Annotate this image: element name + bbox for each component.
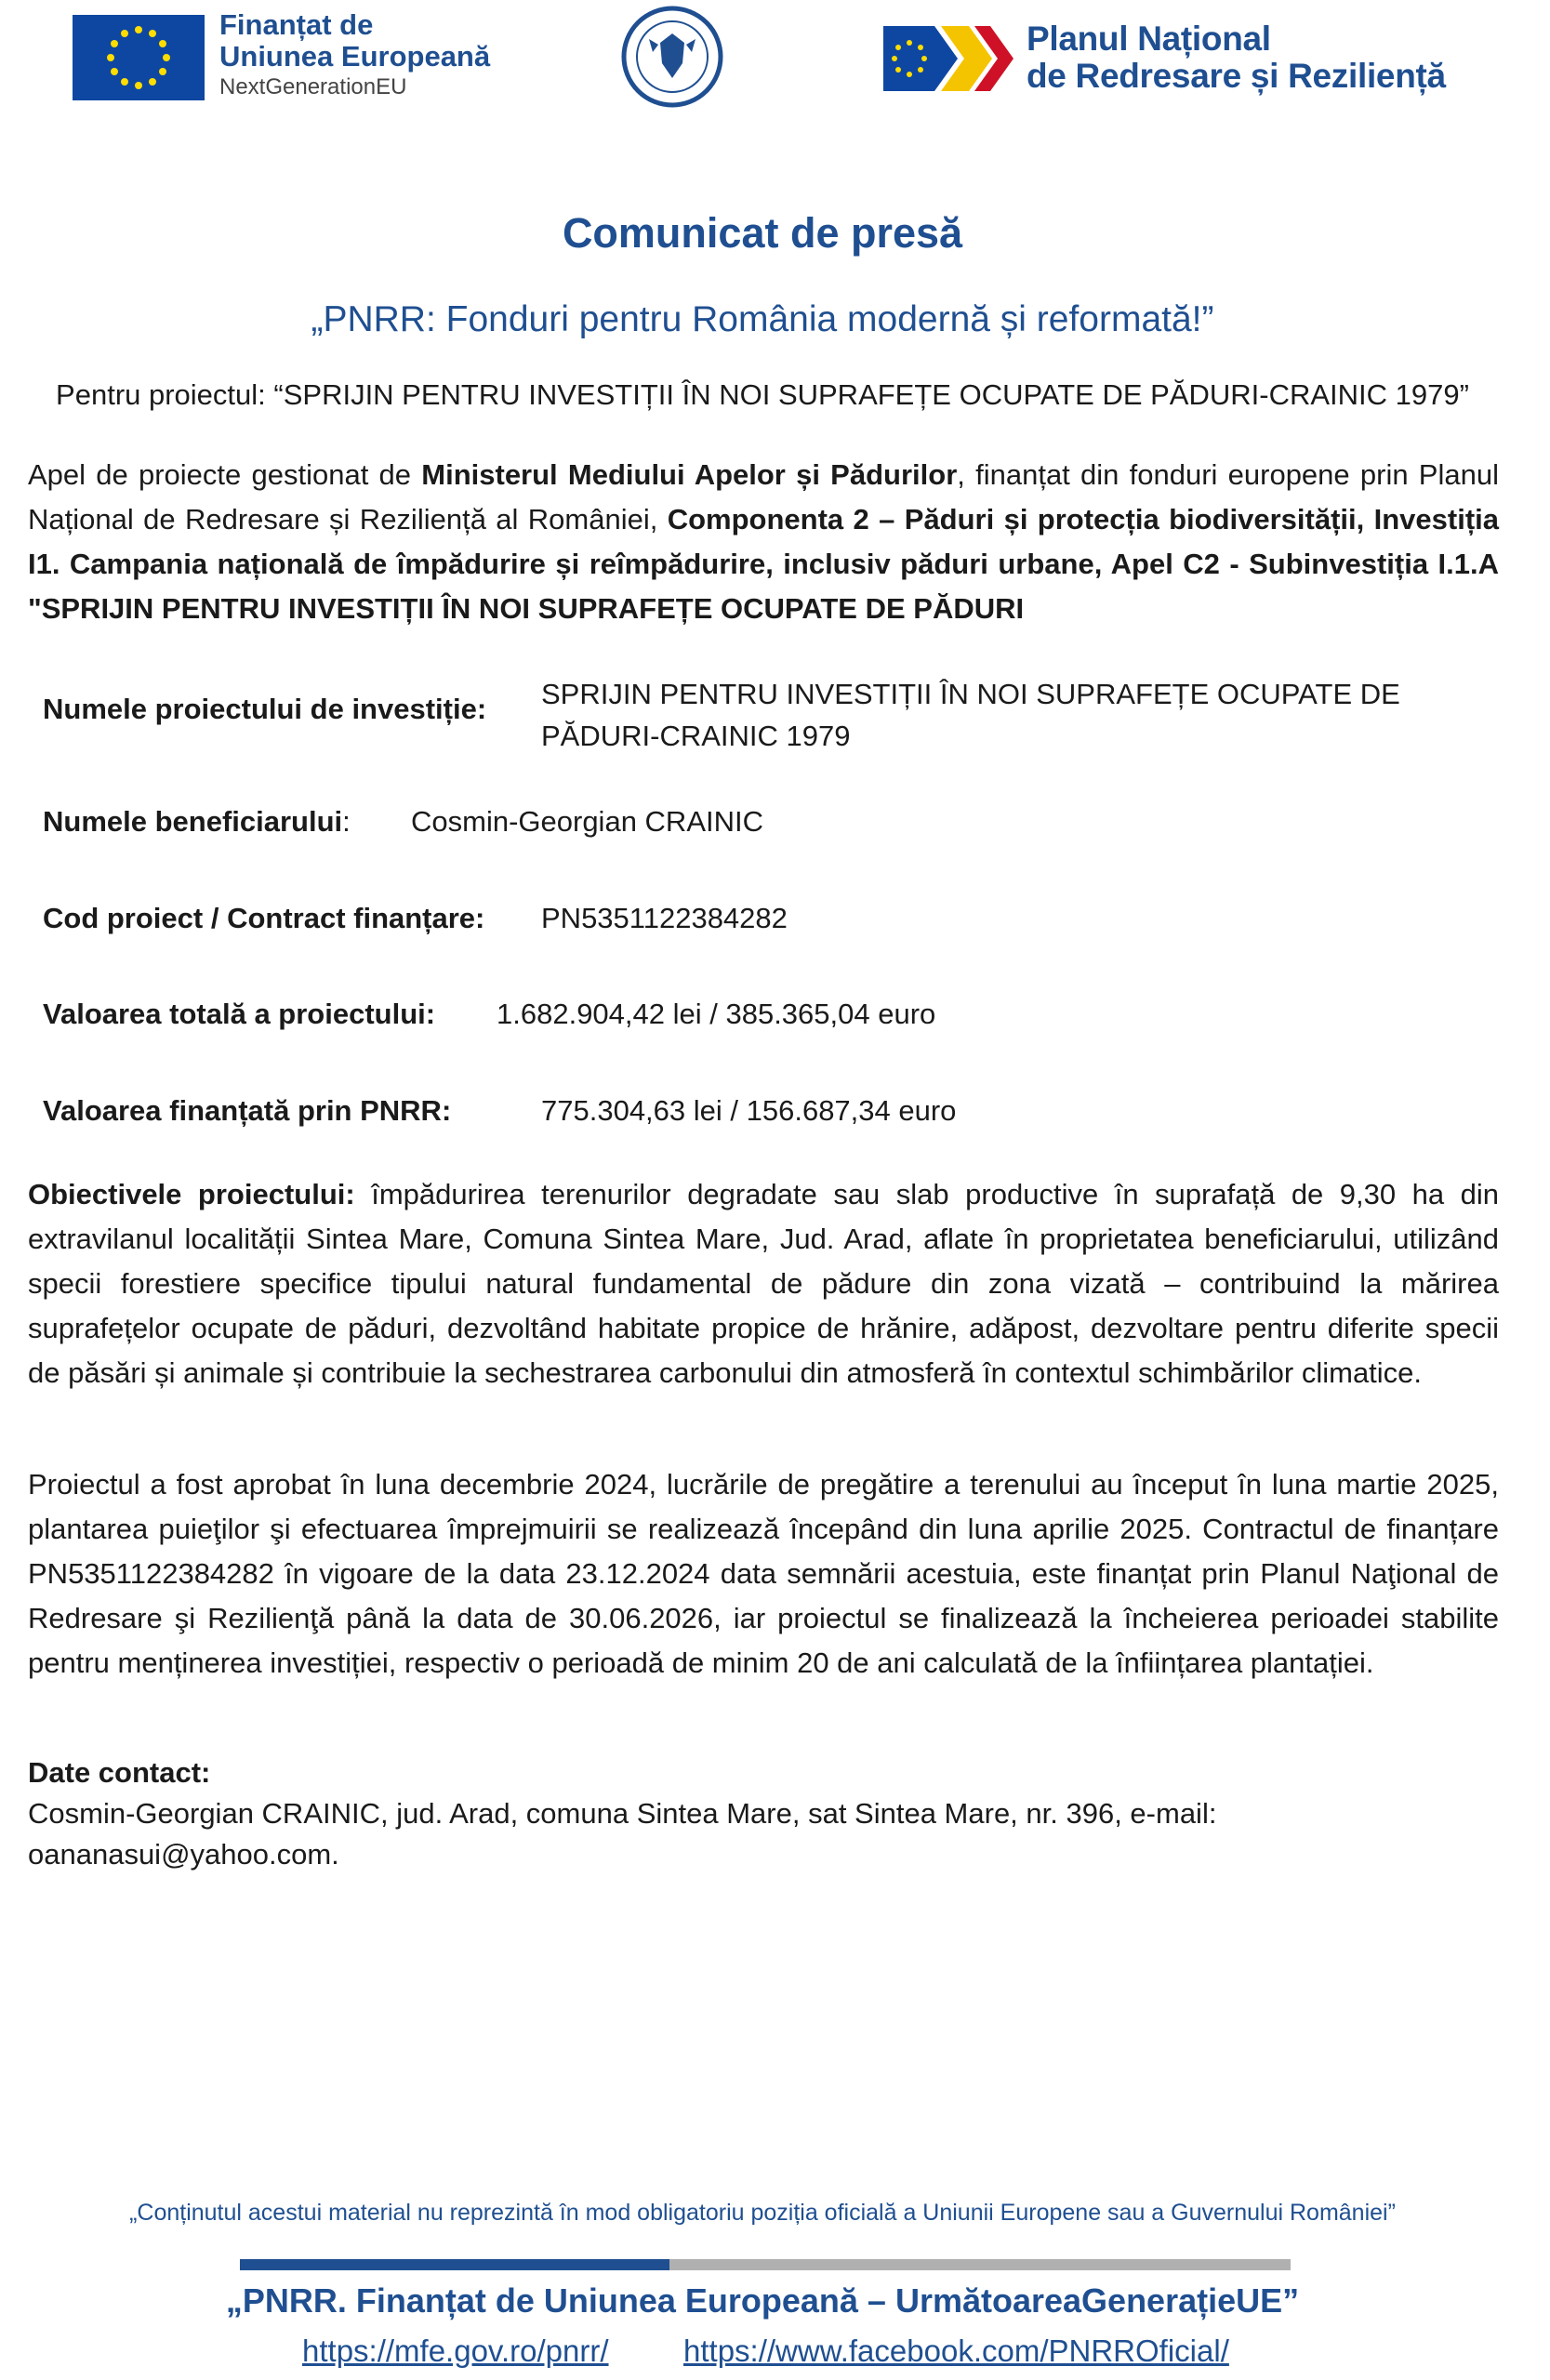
pnrr-line-1: Planul Național <box>1027 20 1271 58</box>
pnrr-logo-mark <box>883 26 1013 91</box>
footer-title: „PNRR. Finanțat de Uniunea Europeană – UrmătoareaGenerațieUE” <box>225 2281 1300 2320</box>
footer-bar-blue <box>240 2259 669 2270</box>
eu-line-3: NextGenerationEU <box>219 74 407 99</box>
project-name-value <box>541 673 1400 757</box>
eu-funding-text <box>219 9 490 102</box>
eu-line-2: Uniunea Europeană <box>219 40 491 73</box>
code-value: PN5351122384282 <box>541 902 788 934</box>
project-line: Pentru proiectul: “SPRIJIN PENTRU INVESTIȚII ÎN NOI SUPRAFEȚE OCUPATE DE PĂDURI-CRAINIC 1979” <box>56 378 1469 411</box>
project-name-label: Numele proiectului de investiție: <box>43 693 487 725</box>
objectives-text: împădurirea terenurilor degradate sau slab productive în suprafață de 9,30 ha din extravilanul localității Sintea Mare, Comuna Sintea Mare, Jud. Arad, aflate în proprietatea beneficiarului, utilizând specii forestiere specifice tipului natural fundamental de pădure din zona vizată – contribuind la mărirea suprafețelor ocupate de păduri, dezvoltând habitate propice de hrănire, adăpost, dezvoltare pentru diferite specii de păsări și animale și contribuie la sechestrarea carbonului din atmosferă în contextul schimbărilor climatice. <box>28 1178 1499 1389</box>
intro-component: Componenta 2 – Păduri și protecția biodiversității, Investiția I1. Campania națională de împădurire și reîmpădurire, inclusiv păduri urbane, Apel C2 - Subinvestiția I.1.A "SPRIJIN PENTRU INVESTIȚII ÎN NOI SUPRAFEȚE OCUPATE DE PĂDURI <box>28 503 1499 625</box>
beneficiary-value: Cosmin-Georgian CRAINIC <box>411 805 763 838</box>
page-title: Comunicat de presă <box>562 209 963 257</box>
intro-paragraph <box>28 453 1499 631</box>
intro-ministry: Ministerul Mediului Apelor și Pădurilor <box>421 458 958 491</box>
government-seal-icon <box>621 6 723 108</box>
intro-text-1: Apel de proiecte gestionat de <box>28 458 422 491</box>
pnrr-logo-text <box>1027 20 1446 95</box>
government-seal-logo <box>621 6 723 108</box>
eu-stars-icon <box>73 15 205 100</box>
project-name-line-2: PĂDURI-CRAINIC 1979 <box>541 720 851 752</box>
total-value-label: Valoarea totală a proiectului: <box>43 998 436 1030</box>
link-mfe[interactable]: https://mfe.gov.ro/pnrr/ <box>302 2334 609 2368</box>
page-subtitle: „PNRR: Fonduri pentru România modernă și reformată!” <box>311 299 1214 339</box>
contact-block <box>28 1752 1216 1875</box>
status-paragraph: Proiectul a fost aprobat în luna decembrie 2024, lucrările de pregătire a terenului au început în luna martie 2025, plantarea puieţilor şi efectuarea împrejmuirii se realizează începând din luna aprilie 2025. Contractul de finanțare PN5351122384282 în vigoare de la data 23.12.2024 data semnării acestuia, este finanțat prin Planul Naţional de Redresare şi Rezilienţă până la data de 30.06.2026, iar proiectul se finalizează la încheierea perioadei stabilite pentru menținerea investiției, respectiv o perioadă de minim 20 de ani calculată de la înființarea plantației. <box>28 1468 1499 1679</box>
beneficiary-colon: : <box>342 805 351 838</box>
pnrr-chevron-icon <box>883 26 1013 91</box>
footer-disclaimer: „Conținutul acestui material nu reprezintă în mod obligatoriu poziția oficială a Uniunii Europene sau a Guvernului României” <box>129 2200 1396 2226</box>
eu-line-1: Finanțat de <box>219 8 374 41</box>
funded-value-label: Valoarea finanțată prin PNRR: <box>43 1094 452 1127</box>
contact-label: Date contact: <box>28 1756 211 1789</box>
objectives-label: Obiectivele proiectului: <box>28 1178 355 1210</box>
contact-line-1: Cosmin-Georgian CRAINIC, jud. Arad, comuna Sintea Mare, sat Sintea Mare, nr. 396, e-mail: <box>28 1797 1217 1830</box>
pnrr-line-2: de Redresare și Reziliență <box>1027 57 1446 95</box>
footer-bar-grey <box>669 2259 1291 2270</box>
project-name-line-1: SPRIJIN PENTRU INVESTIȚII ÎN NOI SUPRAFEȚE OCUPATE DE <box>541 678 1400 710</box>
beneficiary-label <box>43 805 351 839</box>
objectives-paragraph <box>28 1172 1499 1395</box>
beneficiary-label-text: Numele beneficiarului <box>43 805 343 838</box>
code-label: Cod proiect / Contract finanțare: <box>43 902 485 934</box>
link-facebook[interactable]: https://www.facebook.com/PNRROficial/ <box>683 2334 1229 2368</box>
eu-flag-logo <box>73 15 205 100</box>
contact-email[interactable]: oananasui@yahoo.com. <box>28 1838 339 1871</box>
total-value: 1.682.904,42 lei / 385.365,04 euro <box>497 998 936 1030</box>
intro-text-2: , finanțat din fonduri europene prin Planul Național de Redresare și Reziliență al României, <box>28 458 1499 536</box>
funded-value: 775.304,63 lei / 156.687,34 euro <box>541 1094 957 1127</box>
